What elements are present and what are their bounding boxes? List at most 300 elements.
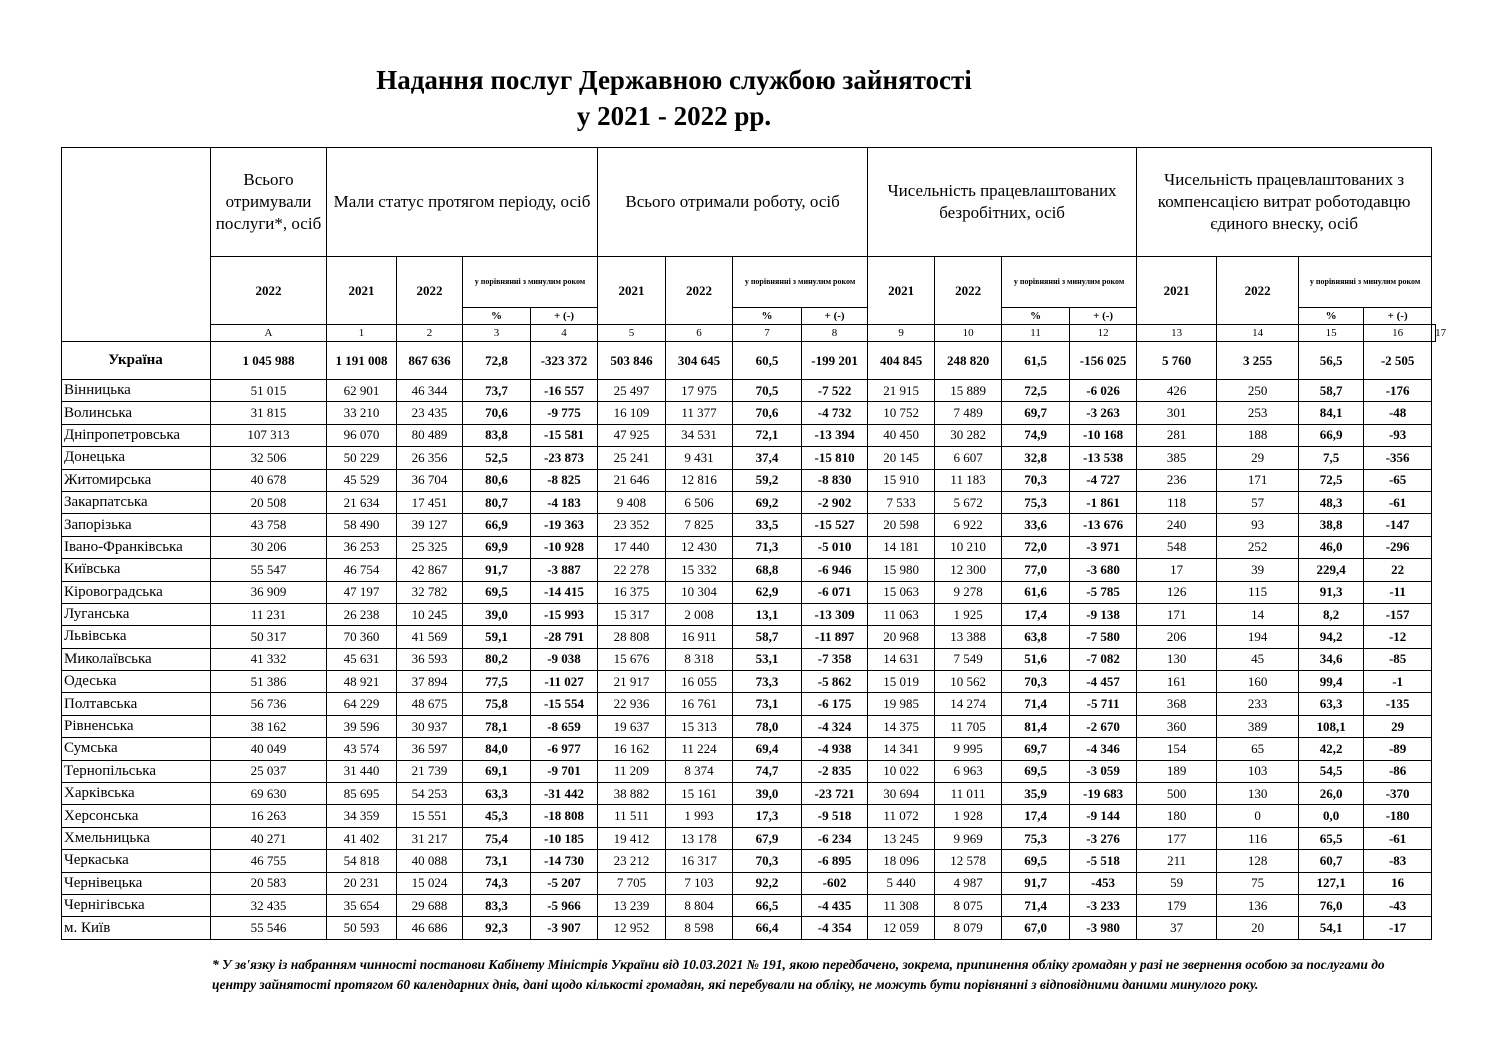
cell-value: -17 (1364, 917, 1432, 939)
cell-value: 32 782 (397, 581, 463, 603)
cell-value: 52,5 (463, 447, 531, 469)
cell-value: 8,2 (1299, 603, 1364, 625)
table-row (62, 783, 1436, 805)
table-row (62, 872, 1436, 894)
cell-value: 38 882 (598, 783, 666, 805)
cell-value: -43 (1364, 894, 1432, 916)
cell-value: 2 008 (666, 603, 733, 625)
cell-value: 189 (1137, 760, 1217, 782)
cell-value: -14 415 (531, 581, 598, 603)
cell-value: -93 (1364, 424, 1432, 446)
cell-value: 15 889 (935, 380, 1002, 402)
cell-value: -5 518 (1070, 850, 1137, 872)
cell-value: 20 968 (868, 626, 935, 648)
cell-value: 54,1 (1299, 917, 1364, 939)
cell-value: -15 810 (802, 447, 868, 469)
cell-value: -13 394 (802, 424, 868, 446)
cell-value: 39 127 (397, 514, 463, 536)
cell-value: -6 175 (802, 693, 868, 715)
cell-value: 69,7 (1002, 402, 1070, 424)
cell-value: 66,9 (463, 514, 531, 536)
cell-value: -7 580 (1070, 626, 1137, 648)
cell-value: 81,4 (1002, 715, 1070, 737)
cell-value: 8 374 (666, 760, 733, 782)
cell-value: -3 233 (1070, 894, 1137, 916)
cell-value: 41 332 (211, 648, 327, 670)
region-name: Сумська (62, 738, 211, 760)
cell-value: 5 760 (1137, 342, 1217, 380)
cell-value: 9 408 (598, 491, 666, 513)
cell-value: 36 909 (211, 581, 327, 603)
cell-value: -602 (802, 872, 868, 894)
cell-value: -4 435 (802, 894, 868, 916)
cell-value: 11 183 (935, 469, 1002, 491)
cell-value: 84,1 (1299, 402, 1364, 424)
cell-value: 38,8 (1299, 514, 1364, 536)
cell-value: 91,7 (1002, 872, 1070, 894)
region-name: Херсонська (62, 805, 211, 827)
cell-value: 61,5 (1002, 342, 1070, 380)
cell-value: 8 804 (666, 894, 733, 916)
cell-value: -3 887 (531, 559, 598, 581)
header-total-services: Всього отримували послуги*, осіб (211, 148, 327, 257)
cell-value: -4 732 (802, 402, 868, 424)
cell-value: 15 024 (397, 872, 463, 894)
cell-value: 94,2 (1299, 626, 1364, 648)
cell-value: 22 (1364, 559, 1432, 581)
cell-value: 92,3 (463, 917, 531, 939)
cell-value: 45 529 (327, 469, 397, 491)
cell-value: 40 049 (211, 738, 327, 760)
table-row (62, 536, 1436, 558)
cell-value: 59,2 (733, 469, 802, 491)
cell-value: 18 096 (868, 850, 935, 872)
cell-value: -23 873 (531, 447, 598, 469)
cell-value: 20 508 (211, 491, 327, 513)
cell-value: 58 490 (327, 514, 397, 536)
cell-value: -156 025 (1070, 342, 1137, 380)
cell-value: 281 (1137, 424, 1217, 446)
cell-value: 15 980 (868, 559, 935, 581)
cell-value: -61 (1364, 491, 1432, 513)
percent-header: % (733, 308, 802, 325)
cell-value: 14 631 (868, 648, 935, 670)
header-unemployed: Чисельність працевлаштованих безробітних, осіб (868, 148, 1137, 257)
cell-value: 48,3 (1299, 491, 1364, 513)
cell-value: 25 325 (397, 536, 463, 558)
cell-value: 70,5 (733, 380, 802, 402)
cell-value: 10 022 (868, 760, 935, 782)
cell-value: 15 317 (598, 603, 666, 625)
cell-value: 13 388 (935, 626, 1002, 648)
cell-value: 130 (1217, 783, 1299, 805)
column-number: 13 (1137, 325, 1217, 342)
cell-value: 252 (1217, 536, 1299, 558)
cell-value: 8 075 (935, 894, 1002, 916)
cell-value: 69 630 (211, 783, 327, 805)
cell-value: 74,9 (1002, 424, 1070, 446)
cell-value: 36 593 (397, 648, 463, 670)
cell-value: 161 (1137, 671, 1217, 693)
cell-value: 80,7 (463, 491, 531, 513)
region-name: Черкаська (62, 850, 211, 872)
cell-value: 548 (1137, 536, 1217, 558)
cell-value: 37 894 (397, 671, 463, 693)
cell-value: 188 (1217, 424, 1299, 446)
cell-value: -12 (1364, 626, 1432, 648)
cell-value: 7 549 (935, 648, 1002, 670)
cell-value: 16 761 (666, 693, 733, 715)
comparison-header: у порівнянні з минулим роком (1002, 257, 1137, 308)
cell-value: -4 457 (1070, 671, 1137, 693)
region-name: Житомирська (62, 469, 211, 491)
table-row-total (62, 342, 1436, 380)
cell-value: -5 711 (1070, 693, 1137, 715)
region-name: Вінницька (62, 380, 211, 402)
cell-value: -323 372 (531, 342, 598, 380)
cell-value: 250 (1217, 380, 1299, 402)
cell-value: 65 (1217, 738, 1299, 760)
cell-value: 73,7 (463, 380, 531, 402)
cell-value: 77,5 (463, 671, 531, 693)
cell-value: 14 274 (935, 693, 1002, 715)
table-row (62, 715, 1436, 737)
cell-value: -8 659 (531, 715, 598, 737)
cell-value: 16 055 (666, 671, 733, 693)
column-number: 3 (463, 325, 531, 342)
cell-value: -15 527 (802, 514, 868, 536)
cell-value: 13 178 (666, 827, 733, 849)
cell-value: 40 678 (211, 469, 327, 491)
cell-value: 47 925 (598, 424, 666, 446)
table-row (62, 648, 1436, 670)
cell-value: 171 (1217, 469, 1299, 491)
column-number: 17 (1432, 325, 1436, 342)
cell-value: -9 038 (531, 648, 598, 670)
header-compensation: Чисельність працевлаштованих з компенсацією витрат роботодавцю єдиного внеску, осіб (1137, 148, 1432, 257)
cell-value: 25 241 (598, 447, 666, 469)
cell-value: 80,6 (463, 469, 531, 491)
cell-value: -453 (1070, 872, 1137, 894)
cell-value: 115 (1217, 581, 1299, 603)
cell-value: 70 360 (327, 626, 397, 648)
cell-value: 17,4 (1002, 603, 1070, 625)
cell-value: 41 569 (397, 626, 463, 648)
cell-value: 71,4 (1002, 693, 1070, 715)
year-header: 2021 (868, 257, 935, 325)
cell-value: 41 402 (327, 827, 397, 849)
cell-value: 33 210 (327, 402, 397, 424)
cell-value: 32 435 (211, 894, 327, 916)
cell-value: 16 375 (598, 581, 666, 603)
cell-value: 11 231 (211, 603, 327, 625)
cell-value: 70,6 (733, 402, 802, 424)
cell-value: -4 346 (1070, 738, 1137, 760)
cell-value: 40 450 (868, 424, 935, 446)
cell-value: 28 808 (598, 626, 666, 648)
cell-value: 75,8 (463, 693, 531, 715)
cell-value: 14 375 (868, 715, 935, 737)
cell-value: 12 059 (868, 917, 935, 939)
cell-value: -176 (1364, 380, 1432, 402)
region-name: Кіровоградська (62, 581, 211, 603)
cell-value: -10 928 (531, 536, 598, 558)
cell-value: -89 (1364, 738, 1432, 760)
table-row (62, 693, 1436, 715)
cell-value: 37 (1137, 917, 1217, 939)
cell-value: 233 (1217, 693, 1299, 715)
cell-value: 67,0 (1002, 917, 1070, 939)
cell-value: 71,3 (733, 536, 802, 558)
table-row (62, 581, 1436, 603)
cell-value: 33,5 (733, 514, 802, 536)
cell-value: -5 862 (802, 671, 868, 693)
cell-value: 83,3 (463, 894, 531, 916)
cell-value: 16 162 (598, 738, 666, 760)
cell-value: 39,0 (463, 603, 531, 625)
cell-value: 30 206 (211, 536, 327, 558)
cell-value: 55 546 (211, 917, 327, 939)
cell-value: 34 531 (666, 424, 733, 446)
cell-value: 39 (1217, 559, 1299, 581)
cell-value: 45,3 (463, 805, 531, 827)
cell-value: 126 (1137, 581, 1217, 603)
region-name: Хмельницька (62, 827, 211, 849)
year-header: 2021 (327, 257, 397, 325)
cell-value: 63,3 (463, 783, 531, 805)
cell-value: -4 727 (1070, 469, 1137, 491)
cell-value: 29 688 (397, 894, 463, 916)
cell-value: 385 (1137, 447, 1217, 469)
diff-header: + (-) (531, 308, 598, 325)
cell-value: 160 (1217, 671, 1299, 693)
table-row (62, 738, 1436, 760)
region-name: Рівненська (62, 715, 211, 737)
cell-value: 58,7 (733, 626, 802, 648)
cell-value: -356 (1364, 447, 1432, 469)
cell-value: 46 754 (327, 559, 397, 581)
cell-value: 16 (1364, 872, 1432, 894)
cell-value: 10 245 (397, 603, 463, 625)
cell-value: -5 785 (1070, 581, 1137, 603)
cell-value: 103 (1217, 760, 1299, 782)
cell-value: 69,9 (463, 536, 531, 558)
cell-value: -3 980 (1070, 917, 1137, 939)
cell-value: -3 971 (1070, 536, 1137, 558)
column-number: 7 (733, 325, 802, 342)
table-row (62, 626, 1436, 648)
cell-value: -3 907 (531, 917, 598, 939)
cell-value: 72,0 (1002, 536, 1070, 558)
cell-value: -15 993 (531, 603, 598, 625)
cell-value: 30 282 (935, 424, 1002, 446)
cell-value: 73,1 (463, 850, 531, 872)
cell-value: 58,7 (1299, 380, 1364, 402)
cell-value: 1 045 988 (211, 342, 327, 380)
services-table (61, 147, 1447, 940)
cell-value: 15 332 (666, 559, 733, 581)
cell-value: 211 (1137, 850, 1217, 872)
cell-value: 6 963 (935, 760, 1002, 782)
cell-value: 25 497 (598, 380, 666, 402)
cell-value: -48 (1364, 402, 1432, 424)
cell-value: 21 739 (397, 760, 463, 782)
table-row (62, 894, 1436, 916)
cell-value: 55 547 (211, 559, 327, 581)
cell-value: 34,6 (1299, 648, 1364, 670)
cell-value: 36 253 (327, 536, 397, 558)
column-number: 12 (1070, 325, 1137, 342)
cell-value: 171 (1137, 603, 1217, 625)
cell-value: 63,8 (1002, 626, 1070, 648)
table-row (62, 447, 1436, 469)
cell-value: 62,9 (733, 581, 802, 603)
cell-value: 12 430 (666, 536, 733, 558)
cell-value: 62 901 (327, 380, 397, 402)
cell-value: -1 (1364, 671, 1432, 693)
footnote: * У зв'язку із набранням чинності постанови Кабінету Міністрів України від 10.03.2021 № 191, якою передбачено, зокрема, припинення обліку громадян у разі не звернення особою за послугами до центру зайнятості протягом 60 календарних днів, дані щодо кількості громадян, які перебували на обліку, не можуть бути порівнянні з відповідними даними минулого року. (212, 957, 1385, 992)
cell-value: 78,0 (733, 715, 802, 737)
cell-value: 21 917 (598, 671, 666, 693)
cell-value: 23 212 (598, 850, 666, 872)
cell-value: -9 518 (802, 805, 868, 827)
cell-value: 51 386 (211, 671, 327, 693)
year-header: 2022 (397, 257, 463, 325)
cell-value: -86 (1364, 760, 1432, 782)
cell-value: -147 (1364, 514, 1432, 536)
cell-value: 48 921 (327, 671, 397, 693)
cell-value: 11 511 (598, 805, 666, 827)
cell-value: 80,2 (463, 648, 531, 670)
cell-value: 83,8 (463, 424, 531, 446)
cell-value: 10 752 (868, 402, 935, 424)
cell-value: 32 506 (211, 447, 327, 469)
cell-value: 12 952 (598, 917, 666, 939)
cell-value: 0,0 (1299, 805, 1364, 827)
percent-header: % (463, 308, 531, 325)
cell-value: 22 278 (598, 559, 666, 581)
cell-value: 11 224 (666, 738, 733, 760)
cell-value: 15 910 (868, 469, 935, 491)
cell-value: 12 578 (935, 850, 1002, 872)
cell-value: 11 377 (666, 402, 733, 424)
cell-value: -5 966 (531, 894, 598, 916)
cell-value: 60,5 (733, 342, 802, 380)
cell-value: 116 (1217, 827, 1299, 849)
cell-value: -28 791 (531, 626, 598, 648)
cell-value: -157 (1364, 603, 1432, 625)
cell-value: 75,3 (1002, 491, 1070, 513)
cell-value: -7 082 (1070, 648, 1137, 670)
cell-value: 108,1 (1299, 715, 1364, 737)
cell-value: -6 895 (802, 850, 868, 872)
cell-value: 10 304 (666, 581, 733, 603)
cell-value: -14 730 (531, 850, 598, 872)
table-row (62, 917, 1436, 939)
region-name: Харківська (62, 783, 211, 805)
cell-value: -199 201 (802, 342, 868, 380)
cell-value: -61 (1364, 827, 1432, 849)
cell-value: -180 (1364, 805, 1432, 827)
table-row (62, 559, 1436, 581)
year-header: 2022 (211, 257, 327, 325)
cell-value: -2 670 (1070, 715, 1137, 737)
percent-header: % (1002, 308, 1070, 325)
region-name: Львівська (62, 626, 211, 648)
cell-value: -6 946 (802, 559, 868, 581)
cell-value: 128 (1217, 850, 1299, 872)
cell-value: 67,9 (733, 827, 802, 849)
cell-value: -4 324 (802, 715, 868, 737)
cell-value: -5 010 (802, 536, 868, 558)
page-title: Надання послуг Державною службою зайнятості (376, 65, 972, 95)
cell-value: 20 (1217, 917, 1299, 939)
cell-value: 206 (1137, 626, 1217, 648)
cell-value: 301 (1137, 402, 1217, 424)
cell-value: 7 825 (666, 514, 733, 536)
cell-value: 74,3 (463, 872, 531, 894)
cell-value: 15 019 (868, 671, 935, 693)
cell-value: 360 (1137, 715, 1217, 737)
cell-value: 180 (1137, 805, 1217, 827)
column-number: 14 (1217, 325, 1299, 342)
table-row (62, 514, 1436, 536)
cell-value: -13 676 (1070, 514, 1137, 536)
cell-value: 13 239 (598, 894, 666, 916)
cell-value: -10 168 (1070, 424, 1137, 446)
cell-value: 118 (1137, 491, 1217, 513)
cell-value: 91,3 (1299, 581, 1364, 603)
cell-value: 48 675 (397, 693, 463, 715)
region-name: Дніпропетровська (62, 424, 211, 446)
cell-value: 99,4 (1299, 671, 1364, 693)
cell-value: 91,7 (463, 559, 531, 581)
cell-value: 5 672 (935, 491, 1002, 513)
cell-value: 194 (1217, 626, 1299, 648)
region-name: Миколаївська (62, 648, 211, 670)
cell-value: 70,3 (1002, 469, 1070, 491)
cell-value: 39 596 (327, 715, 397, 737)
cell-value: -370 (1364, 783, 1432, 805)
cell-value: 13 245 (868, 827, 935, 849)
cell-value: 8 598 (666, 917, 733, 939)
year-header: 2021 (598, 257, 666, 325)
cell-value: 3 255 (1217, 342, 1299, 380)
cell-value: -13 538 (1070, 447, 1137, 469)
cell-value: 76,0 (1299, 894, 1364, 916)
cell-value: 46,0 (1299, 536, 1364, 558)
cell-value: 15 676 (598, 648, 666, 670)
header-status: Мали статус протягом періоду, осіб (327, 148, 598, 257)
cell-value: 8 318 (666, 648, 733, 670)
cell-value: 17 440 (598, 536, 666, 558)
cell-value: 63,3 (1299, 693, 1364, 715)
cell-value: 25 037 (211, 760, 327, 782)
table-row (62, 760, 1436, 782)
year-header: 2021 (1137, 257, 1217, 325)
cell-value: 240 (1137, 514, 1217, 536)
cell-value: -13 309 (802, 603, 868, 625)
cell-value: -3 059 (1070, 760, 1137, 782)
cell-value: -2 505 (1364, 342, 1432, 380)
cell-value: 51,6 (1002, 648, 1070, 670)
cell-value: 23 352 (598, 514, 666, 536)
cell-value: 7 103 (666, 872, 733, 894)
cell-value: 19 985 (868, 693, 935, 715)
year-header: 2022 (935, 257, 1002, 325)
cell-value: -9 144 (1070, 805, 1137, 827)
cell-value: 80 489 (397, 424, 463, 446)
